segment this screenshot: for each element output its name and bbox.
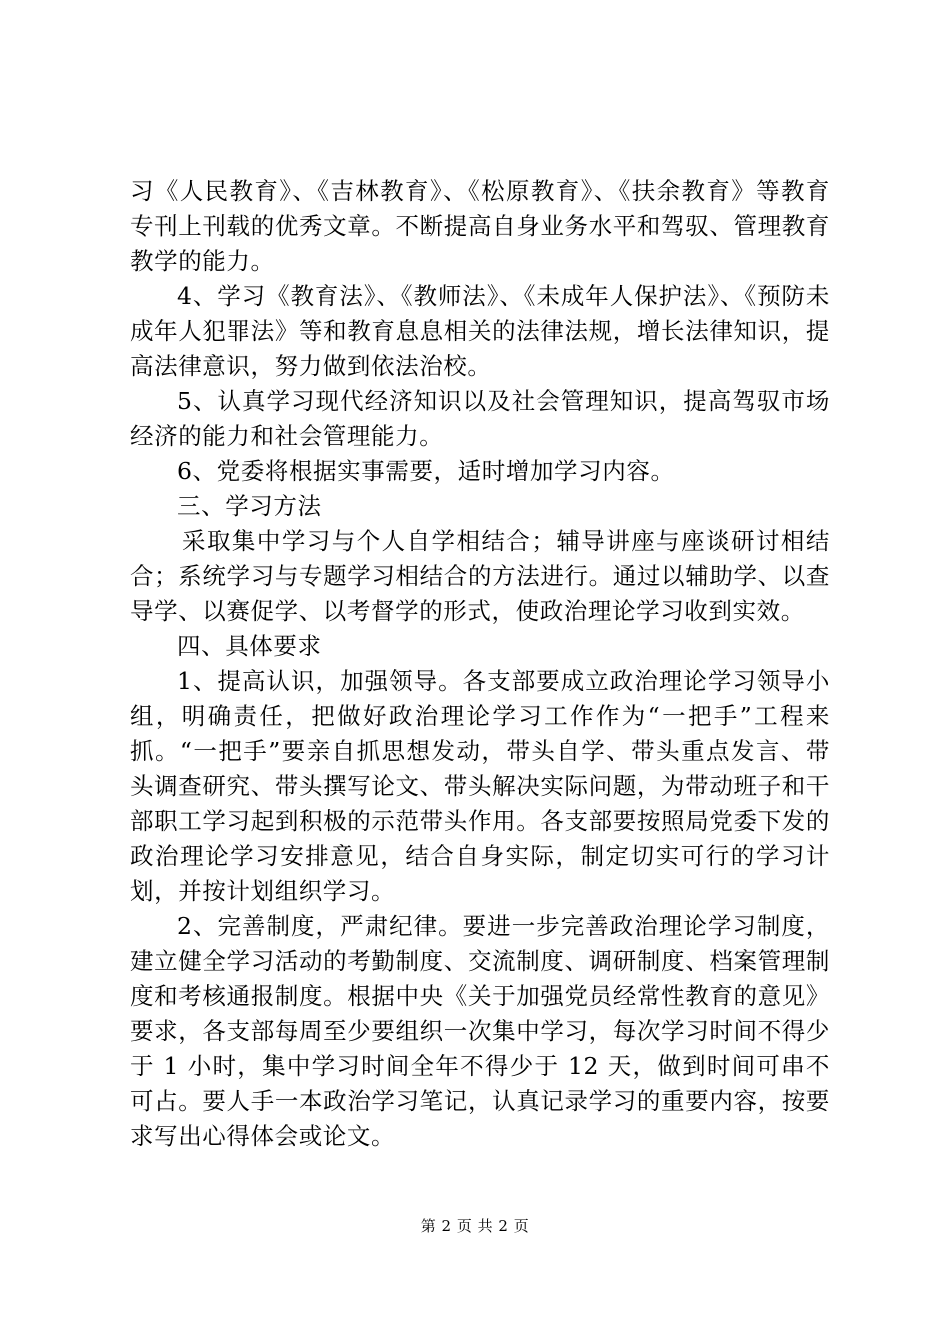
paragraph-item-4: 4、学习《教育法》、《教师法》、《未成年人保护法》、《预防未成年人犯罪法》等和教育息息相关的法律法规，增长法律知识，提高法律意识，努力做到依法治校。 — [130, 282, 830, 380]
paragraph-continuation: 习《人民教育》、《吉林教育》、《松原教育》、《扶余教育》等教育专刊上刊载的优秀文章。不断提高自身业务水平和驾驭、管理教育教学的能力。 — [130, 177, 830, 275]
page-footer — [0, 1216, 950, 1236]
section-heading-requirements: 四、具体要求 — [177, 632, 322, 660]
page-number-label: 第 2 页 共 2 页 — [420, 1217, 530, 1235]
paragraph-methods: 采取集中学习与个人自学相结合；辅导讲座与座谈研讨相结合；系统学习与专题学习相结合的方法进行。通过以辅助学、以查导学、以赛促学、以考督学的形式，使政治理论学习收到实效。 — [130, 527, 830, 625]
paragraph-requirement-2: 2、完善制度，严肃纪律。要进一步完善政治理论学习制度，建立健全学习活动的考勤制度、交流制度、调研制度、档案管理制度和考核通报制度。根据中央《关于加强党员经常性教育的意见》要求，各支部每周至少要组织一次集中学习，每次学习时间不得少于 1 小时，集中学习时间全年不得少于 12 天，做到时间可串不可占。要人手一本政治学习笔记，认真记录学习的重要内容，按要求写出心得体会或论文。 — [130, 912, 830, 1150]
document-body — [130, 174, 830, 1154]
paragraph-item-6: 6、党委将根据实事需要，适时增加学习内容。 — [177, 457, 675, 485]
section-heading-methods: 三、学习方法 — [177, 492, 322, 520]
paragraph-item-5: 5、认真学习现代经济知识以及社会管理知识，提高驾驭市场经济的能力和社会管理能力。 — [130, 387, 830, 450]
paragraph-requirement-1: 1、提高认识，加强领导。各支部要成立政治理论学习领导小组，明确责任，把做好政治理论学习工作作为“一把手”工程来抓。“一把手”要亲自抓思想发动，带头自学、带头重点发言、带头调查研究、带头撰写论文、带头解决实际问题，为带动班子和干部职工学习起到积极的示范带头作用。各支部要按照局党委下发的政治理论学习安排意见，结合自身实际，制定切实可行的学习计划，并按计划组织学习。 — [130, 667, 830, 905]
